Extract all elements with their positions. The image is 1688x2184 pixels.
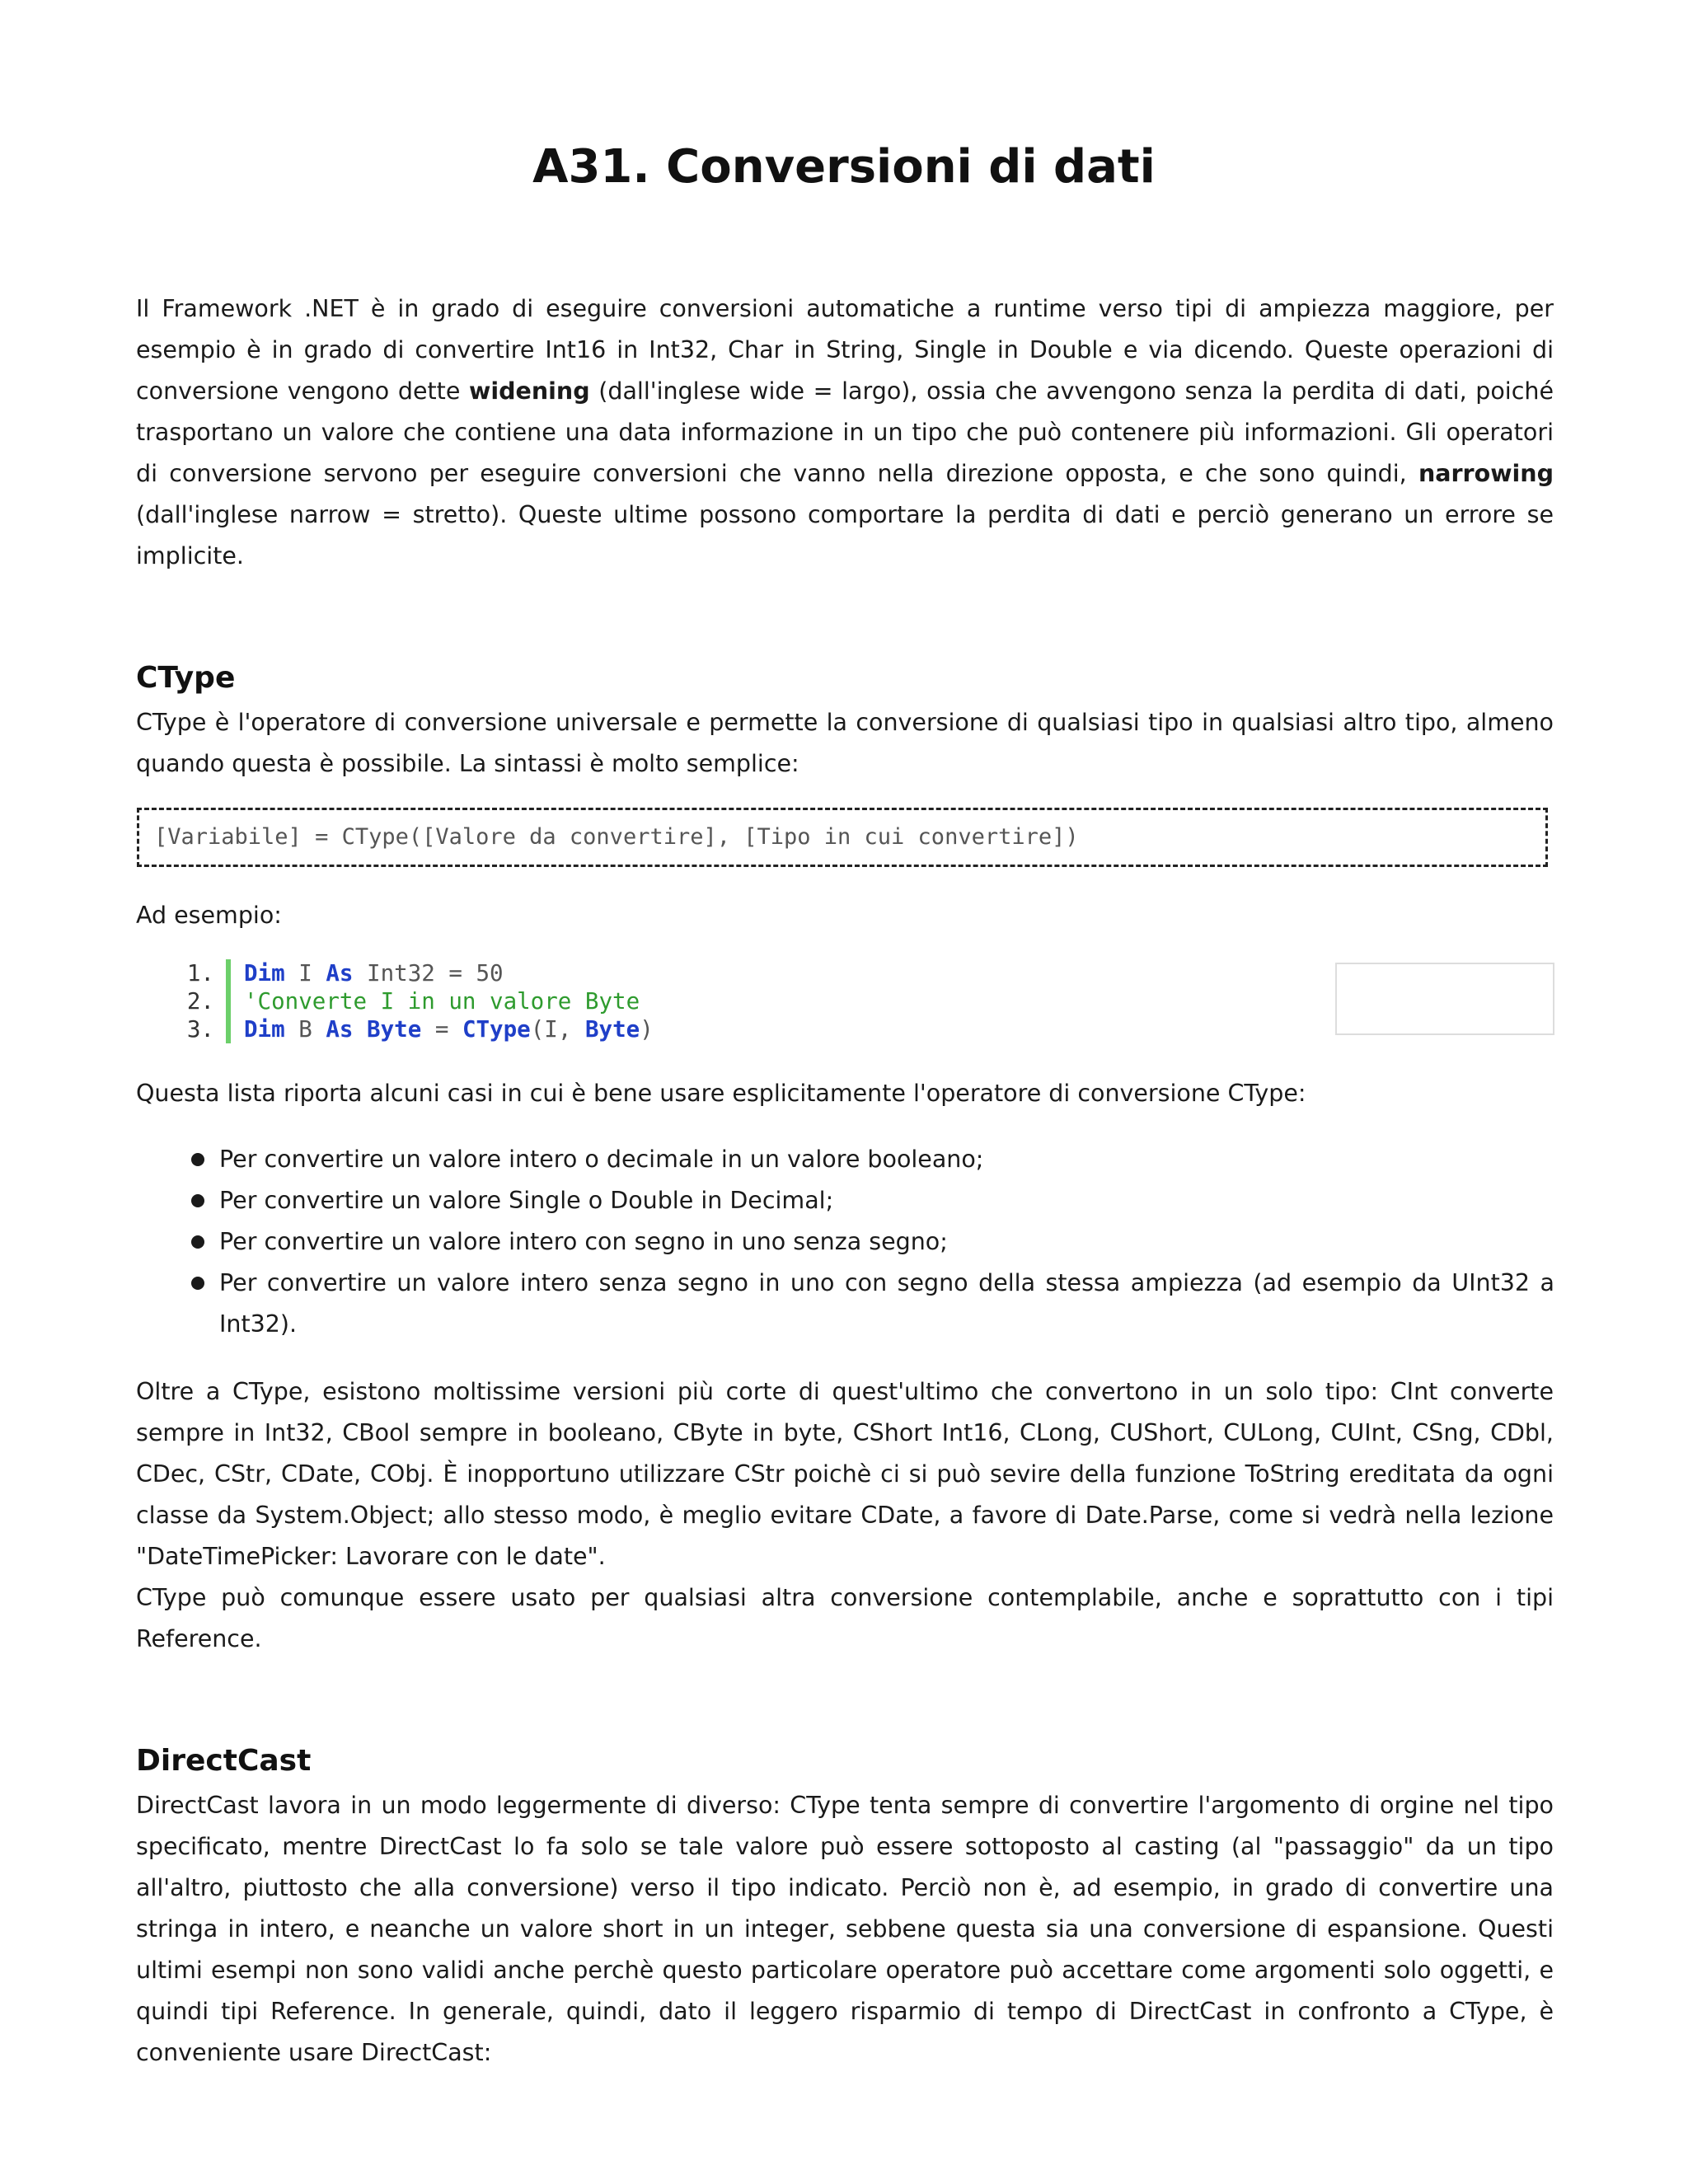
keyword: As — [326, 1016, 354, 1043]
code-comment: 'Converte I in un valore Byte — [244, 988, 640, 1015]
code-token: (I, — [530, 1016, 585, 1043]
intro-text-1: Il Framework .NET è in grado di eseguire conversioni automatiche a runtime verso tipi di ampiezza maggiore, per esempio è in grado di convertire Int16 in Int32, Char in String, Single in Double e via dicendo. Queste operazioni di conversione vengono dette — [136, 295, 1554, 405]
bullet-icon — [191, 1235, 204, 1249]
example-label: Ad esempio: — [136, 902, 282, 929]
intro-text-3: (dall'inglese narrow = stretto). Queste ultime possono comportare la perdita di dati e perciò generano un errore se implicite. — [136, 501, 1554, 569]
code-block — [173, 959, 1327, 1043]
ctype-heading: CType — [136, 661, 236, 695]
code-line — [173, 1015, 1327, 1043]
ctype-versions-paragraph: Oltre a CType, esistono moltissime versioni più corte di quest'ultimo che convertono in un solo tipo: CInt converte sempre in Int32, CBool sempre in booleano, CByte in byte, CShort Int16, CLong, CUShort, CULong, CUInt, CSng, CDbl, CDec, CStr, CDate, CObj. È inopportuno utilizzare CStr poichè ci si può sevire della funzione ToString ereditata da ogni classe da System.Object; allo stesso modo, è meglio evitare CDate, a favore di Date.Parse, come si vedrà nella lezione "DateTimePicker: Lavorare con le date". — [136, 1378, 1554, 1570]
code-token: Int32 = 50 — [353, 960, 504, 987]
code-text — [231, 987, 640, 1015]
code-copy-box[interactable] — [1335, 963, 1554, 1035]
list-item — [173, 1180, 1554, 1221]
list-item-text: Per convertire un valore intero senza segno in uno con segno della stessa ampiezza (ad esempio da UInt32 a Int32). — [219, 1269, 1554, 1338]
code-line — [173, 987, 1327, 1015]
keyword: As — [326, 960, 354, 987]
directcast-description: DirectCast lavora in un modo leggermente di diverso: CType tenta sempre di convertire l'argomento di orgine nel tipo specificato, mentre DirectCast lo fa solo se tale valore può essere sottoposto al casting (al "passaggio" da un tipo all'altro, piuttosto che alla conversione) verso il tipo indicato. Perciò non è, ad esempio, in grado di convertire una stringa in intero, e neanche un valore short in un integer, sebbene questa sia una conversione di espansione. Questi ultimi esempi non sono validi anche perchè questo particolare operatore può accettare come argomenti solo oggetti, e quindi tipi Reference. In generale, quindi, dato il leggero risparmio di tempo di DirectCast in confronto a CType, è conveniente usare DirectCast: — [136, 1792, 1554, 2066]
code-token: = — [421, 1016, 462, 1043]
list-item-text: Per convertire un valore intero o decimale in un valore booleano; — [219, 1146, 984, 1173]
code-token: B — [284, 1016, 326, 1043]
line-number: 2. — [173, 987, 231, 1015]
syntax-box: [Variabile] = CType([Valore da convertire], [Tipo in cui convertire]) — [137, 808, 1548, 867]
list-intro: Questa lista riporta alcuni casi in cui è bene usare esplicitamente l'operatore di conversione CType: — [136, 1080, 1306, 1107]
page-title: A31. Conversioni di dati — [532, 140, 1156, 194]
list-item-text: Per convertire un valore Single o Double in Decimal; — [219, 1187, 834, 1214]
code-text — [231, 959, 504, 987]
list-item-text: Per convertire un valore intero con segno in uno senza segno; — [219, 1228, 948, 1255]
list-item — [173, 1263, 1554, 1345]
keyword: CType — [462, 1016, 531, 1043]
keyword: Byte — [584, 1016, 640, 1043]
line-number: 3. — [173, 1015, 231, 1043]
ctype-reference-paragraph: CType può comunque essere usato per qualsiasi altra conversione contemplabile, anche e soprattutto con i tipi Reference. — [136, 1584, 1554, 1652]
list-item — [173, 1221, 1554, 1263]
code-text — [231, 1015, 654, 1043]
code-token: I — [284, 960, 326, 987]
code-token — [353, 1016, 367, 1043]
ctype-description: CType è l'operatore di conversione universale e permette la conversione di qualsiasi tipo in qualsiasi altro tipo, almeno quando questa è possibile. La sintassi è molto semplice: — [136, 709, 1554, 777]
bullet-icon — [191, 1153, 204, 1166]
bullet-icon — [191, 1194, 204, 1207]
directcast-heading: DirectCast — [136, 1744, 312, 1778]
intro-text-2: (dall'inglese wide = largo), ossia che avvengono senza la perdita di dati, poiché trasportano un valore che contiene una data informazione in un tipo che può contenere più informazioni. Gli operatori di conversione servono per eseguire conversioni che vanno nella direzione opposta, e che sono quindi, — [136, 377, 1554, 487]
bullet-icon — [191, 1277, 204, 1290]
list-item — [173, 1139, 1554, 1180]
line-number: 1. — [173, 959, 231, 987]
ctype-cases-list — [173, 1139, 1554, 1345]
intro-paragraph — [136, 288, 1554, 577]
widening-term: widening — [469, 377, 590, 405]
keyword: Dim — [244, 960, 285, 987]
keyword: Dim — [244, 1016, 285, 1043]
keyword: Byte — [367, 1016, 422, 1043]
code-token: ) — [640, 1016, 654, 1043]
narrowing-term: narrowing — [1418, 460, 1554, 487]
code-line — [173, 959, 1327, 987]
